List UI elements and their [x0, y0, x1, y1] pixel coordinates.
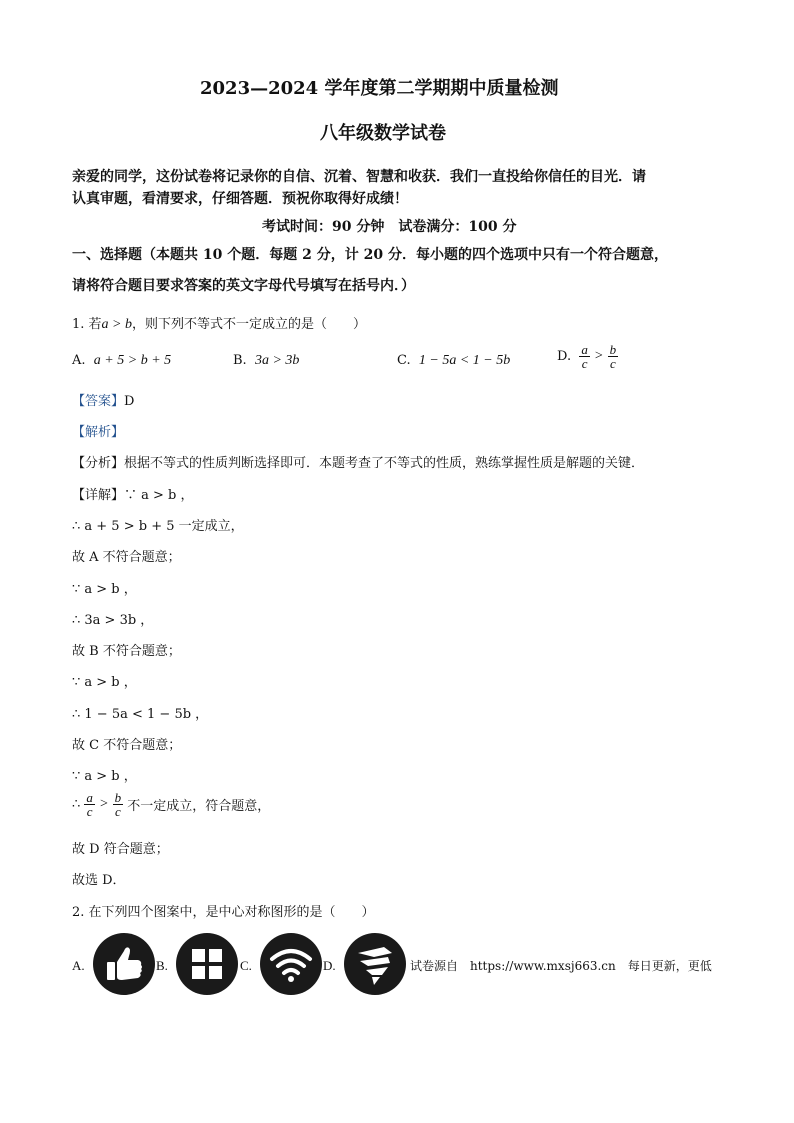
option-c-label: C.: [397, 353, 411, 368]
option-a-math: a + 5 > b + 5: [93, 353, 172, 368]
section1-instruction: 请将符合题目要求答案的英文字母代号填写在括号内．）: [72, 278, 415, 294]
option-b-label: B.: [233, 353, 247, 368]
detail-line: ∵ a > b ，: [124, 488, 194, 503]
option-c-math: 1 − 5a < 1 − 5b: [418, 353, 511, 368]
option-d-operator: >: [594, 348, 604, 364]
d-fraction-right: $\frac{b}{c}$: [114, 790, 122, 819]
d-fraction-left: $\frac{a}{c}$: [86, 790, 93, 819]
exam-title: 2023—2024 学年度第二学期期中质量检测: [200, 78, 559, 99]
option-d-fraction-right: $\frac{b}{c}$: [609, 342, 617, 371]
source-footer-note: 试卷源自 https://www.mxsj663.cn 每日更新，更低: [410, 959, 712, 973]
option-d-fraction-left: $\frac{a}{c}$: [581, 342, 588, 371]
wifi-icon: [260, 933, 322, 995]
q1-stem-math: a > b: [101, 317, 132, 332]
q2-option-c-label: C.: [240, 958, 252, 973]
q1-option-b: [233, 353, 299, 369]
intro-line-1: 亲爱的同学，这份试卷将记录你的自信、沉着、智慧和收获．我们一直投给你信任的目光．请: [72, 169, 646, 185]
option-a-label: A.: [72, 353, 86, 368]
q2-option-d-label: D.: [323, 958, 336, 973]
detail-tag: 【详解】: [72, 488, 125, 503]
q1-answer: [72, 390, 134, 409]
answer-value: D: [124, 394, 135, 409]
fenxi-tag: 【分析】: [72, 456, 125, 471]
grid-squares-icon: [176, 933, 238, 995]
exam-subtitle: 八年级数学试卷: [320, 123, 446, 144]
q1-fenxi: [72, 452, 644, 471]
section1-heading: 一、选择题（本题共 10 个题．每题 2 分，计 20 分．每小题的四个选项中只有一个符合题意，: [72, 247, 668, 263]
detail-line: ∵ a > b ，: [72, 769, 137, 784]
q1-analysis-tag: 【解析】: [72, 425, 125, 440]
therefore-symbol: ∴: [72, 797, 81, 812]
detail-line: ∴ 3a > 3b ，: [72, 613, 154, 628]
detail-line: ∵ a > b ，: [72, 582, 137, 597]
thumbs-up-icon: [93, 933, 155, 995]
answer-tag: 【答案】: [72, 394, 125, 409]
option-d-label: D.: [557, 349, 572, 364]
d-line-suffix: 不一定成立，符合题意，: [127, 799, 271, 814]
q1-option-c: [397, 353, 510, 369]
detail-line: 故 A 不符合题意；: [72, 550, 181, 565]
q1-option-d: [557, 343, 618, 370]
intro-line-2: 认真审题，看清要求，仔细答题．预祝你取得好成绩！: [72, 191, 408, 207]
q1-stem-prefix: 1. 若: [72, 317, 102, 332]
q2-stem: 2. 在下列四个图案中，是中心对称图形的是（ ）: [72, 905, 375, 920]
detail-line-d: [72, 791, 270, 818]
q2-option-b-label: B.: [156, 958, 168, 973]
d-operator: >: [99, 796, 109, 812]
fenxi-text: 根据不等式的性质判断选择即可．本题考查了不等式的性质，熟练掌握性质是解题的关键．: [124, 456, 645, 471]
q1-stem-suffix: ，则下列不等式不一定成立的是（ ）: [132, 317, 367, 332]
detail-line: 故 C 不符合题意；: [72, 738, 182, 753]
detail-line: ∴ 1 − 5a < 1 − 5b ，: [72, 707, 209, 722]
q1-stem: [72, 313, 366, 333]
q1-detail-head: [72, 484, 194, 503]
q1-option-a: [72, 353, 171, 369]
exam-time-line: 考试时间：90 分钟 试卷满分：100 分: [262, 219, 517, 235]
detail-line: 故选 D．: [72, 873, 126, 888]
detail-line: 故 B 不符合题意；: [72, 644, 181, 659]
detail-line: 故 D 符合题意；: [72, 842, 169, 857]
bird-wing-icon: [344, 933, 406, 995]
detail-line: ∵ a > b ，: [72, 675, 137, 690]
detail-line: ∴ a + 5 > b + 5 一定成立，: [72, 519, 244, 534]
option-b-math: 3a > 3b: [254, 353, 300, 368]
q2-option-a-label: A.: [72, 958, 85, 973]
